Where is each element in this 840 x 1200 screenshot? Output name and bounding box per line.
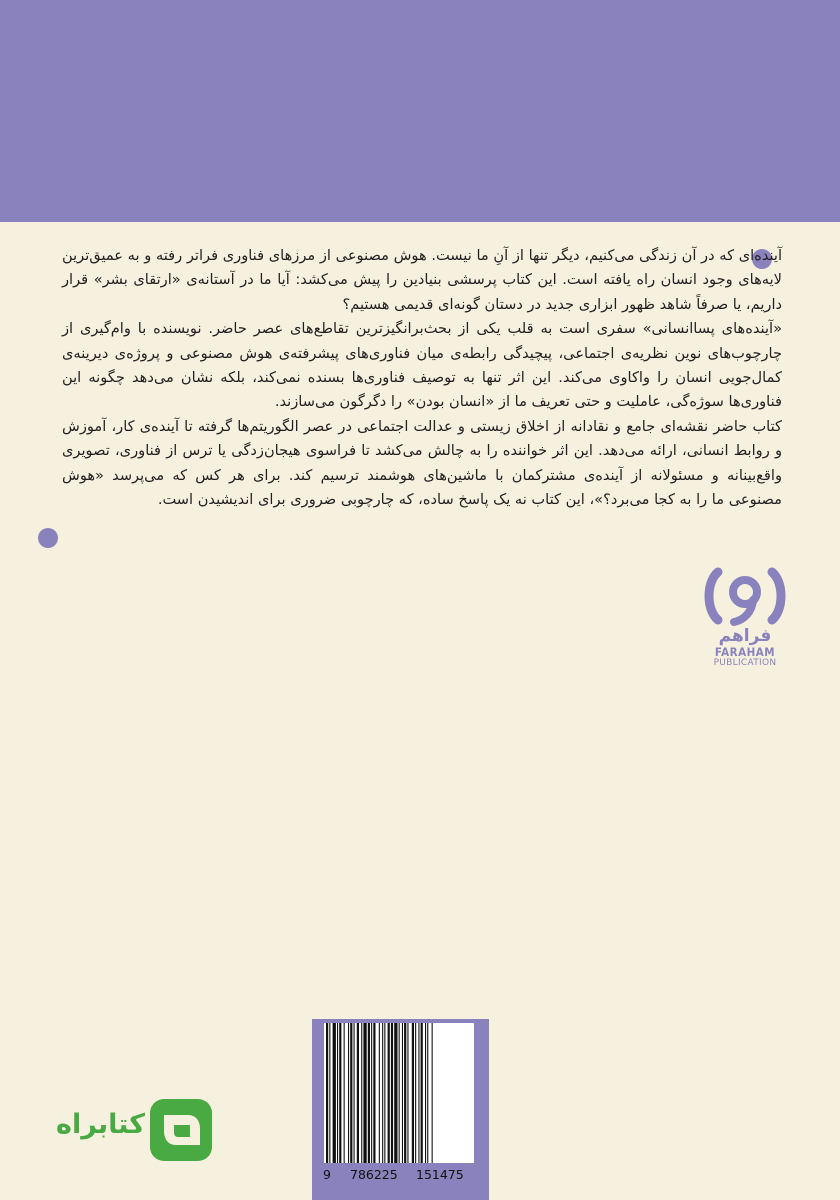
blurb-paragraph-2: «آینده‌های پسا‌انسانی» سفری است به قلب یکی از بحث‌برانگیزترین تقاطع‌های عصر حاضر. نویسنده با وام‌گیری از چارچوب‌های نوین نظریه‌ی اجتماعی، پیچیدگی رابطه‌ی میان فناوری‌های پیشرفته‌ی هوش مصنوعی و پروژه‌ی دیرینه‌ی کمال‌جویی انسان را واکاوی می‌کند. این اثر تنها به توصیف فناوری‌ها بسنده نمی‌کند، بلکه نشان می‌دهد چگونه این فناوری‌ها سوژه‌گی، عاملیت و حتی تعریف ما از «انسان بودن» را دگرگون می‌سازند. bbox=[62, 320, 782, 411]
isbn-group-2: 786225 bbox=[350, 1167, 398, 1182]
ketabrah-logo bbox=[40, 1097, 215, 1167]
barcode-bar bbox=[399, 1023, 400, 1163]
barcode-bar bbox=[421, 1023, 423, 1163]
publisher-logo bbox=[700, 566, 790, 669]
barcode-bar bbox=[326, 1023, 328, 1163]
barcode-panel bbox=[312, 1019, 489, 1200]
barcode bbox=[320, 1019, 478, 1200]
barcode-bar bbox=[382, 1023, 383, 1163]
barcode-bars bbox=[324, 1023, 474, 1163]
barcode-bar bbox=[371, 1023, 372, 1163]
top-color-band bbox=[0, 0, 840, 222]
barcode-bar bbox=[384, 1023, 385, 1163]
barcode-bar bbox=[333, 1023, 336, 1163]
paragraph-end-dot bbox=[38, 528, 58, 548]
barcode-bar bbox=[404, 1023, 406, 1163]
barcode-bar bbox=[329, 1023, 330, 1163]
isbn-digit-1: 9 bbox=[323, 1167, 331, 1182]
blurb-paragraph-1: آینده‌ای که در آن زندگی می‌کنیم، دیگر تنها از آنِ ما نیست. هوش مصنوعی از مرزهای فناوری فراتر رفته و به عمیق‌ترین لایه‌های وجود انسان راه یافته است. این کتاب پرسشی بنیادین را پیش می‌کشد: آیا ما در آستانه‌ی «ارتقای بشر» قرار داریم، یا صرفاً شاهد ظهور ابزاری جدید در دستان گونه‌ای قدیمی هستیم؟ bbox=[62, 247, 782, 313]
barcode-bar bbox=[357, 1023, 359, 1163]
barcode-bar bbox=[427, 1023, 428, 1163]
barcode-bar bbox=[391, 1023, 393, 1163]
barcode-bar bbox=[373, 1023, 375, 1163]
publisher-sub: PUBLICATION bbox=[713, 658, 777, 668]
barcode-bar bbox=[412, 1023, 414, 1163]
barcode-bar bbox=[354, 1023, 355, 1163]
blurb-paragraph-3: کتاب حاضر نقشه‌ای جامع و نقادانه از اخلاق زیستی و عدالت اجتماعی در عصر الگوریتم‌ها گرفته تا آینده‌ی کار، آموزش و روابط انسانی، ارائه می‌دهد. این اثر خواننده را به چالش می‌کشد تا فراسوی هیجان‌زدگی یا ترس از فناوری، تصویری واقع‌بینانه و مسئولانه از آینده‌ی مشترکمان با ماشین‌های هوشمند ترسیم کند. برای هر کس که می‌پرسد «هوش مصنوعی ما را به کجا می‌برد؟»، این کتاب نه یک پاسخ ساده، که چارچوبی ضروری برای اندیشیدن است. bbox=[62, 417, 782, 509]
ketabrah-name: کتابراه bbox=[56, 1109, 145, 1140]
barcode-bar bbox=[388, 1023, 390, 1163]
barcode-bar bbox=[425, 1023, 426, 1163]
barcode-bar bbox=[344, 1023, 345, 1163]
barcode-bar bbox=[363, 1023, 366, 1163]
barcode-bar bbox=[339, 1023, 341, 1163]
barcode-bar bbox=[337, 1023, 338, 1163]
isbn-number bbox=[320, 1167, 478, 1185]
barcode-bar bbox=[402, 1023, 403, 1163]
ketabrah-book-icon bbox=[148, 1097, 214, 1163]
isbn-group-3: 151475 bbox=[416, 1167, 464, 1182]
barcode-bar bbox=[432, 1023, 433, 1163]
barcode-bar bbox=[418, 1023, 419, 1163]
barcode-bar bbox=[415, 1023, 416, 1163]
barcode-bar bbox=[361, 1023, 362, 1163]
barcode-bar bbox=[350, 1023, 352, 1163]
barcode-bar bbox=[348, 1023, 349, 1163]
barcode-bar bbox=[379, 1023, 380, 1163]
back-cover-blurb bbox=[62, 244, 782, 512]
barcode-bar bbox=[407, 1023, 408, 1163]
publisher-name-fa: فراهم bbox=[718, 626, 772, 646]
publisher-name-en: FARAHAM bbox=[714, 645, 776, 659]
faraham-logo-icon bbox=[700, 566, 790, 626]
barcode-bar bbox=[394, 1023, 397, 1163]
barcode-bar bbox=[368, 1023, 370, 1163]
